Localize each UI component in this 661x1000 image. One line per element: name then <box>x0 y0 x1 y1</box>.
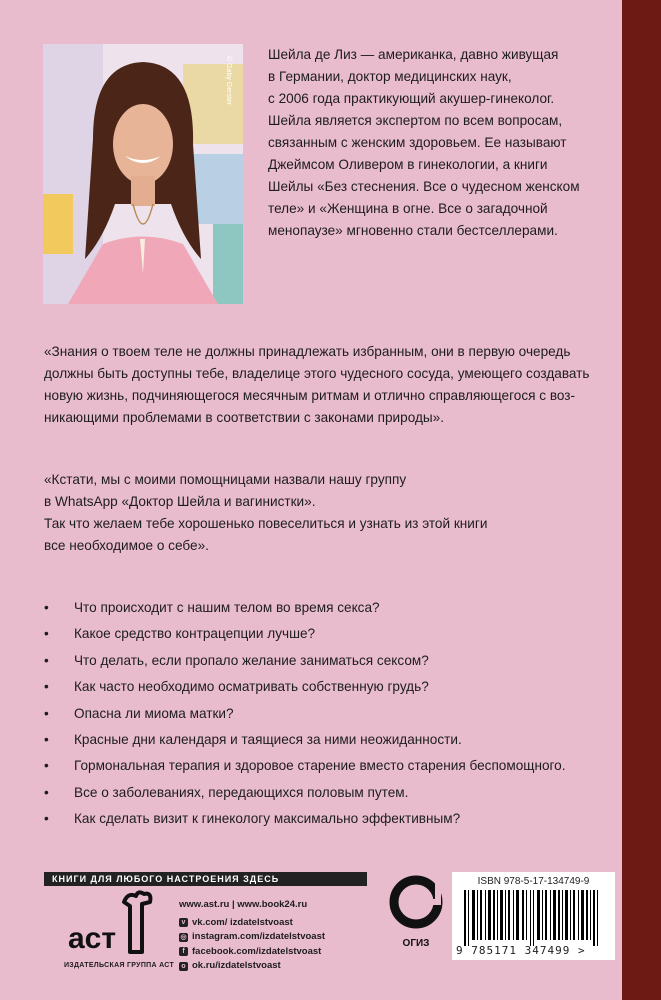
bio-line: в Германии, доктор медицинских наук, <box>268 69 512 84</box>
tagline-bar: КНИГИ ДЛЯ ЛЮБОГО НАСТРОЕНИЯ ЗДЕСЬ <box>44 872 367 886</box>
quote-line: все необходимое о себе». <box>44 538 209 553</box>
bio-line: Шейла является экспертом по всем вопросам, <box>268 113 563 128</box>
website-links[interactable]: www.ast.ru | www.book24.ru <box>179 899 308 910</box>
odnoklassniki-icon: o <box>179 962 188 971</box>
bio-line: Джеймсом Оливером в гинекологии, а книги <box>268 157 548 172</box>
social-link-ok[interactable] <box>179 959 325 974</box>
bio-line: теле» и «Женщина в огне. Все о загадочной <box>268 201 548 216</box>
list-item: • Гормональная терапия и здоровое старение вместо старения беспомощного. <box>44 755 614 781</box>
bio-line: Шейлы «Без стеснения. Все о чудесном женском <box>268 179 580 194</box>
list-item: • Как часто необходимо осматривать собственную грудь? <box>44 676 614 702</box>
ogiz-logo-icon <box>388 874 444 954</box>
publisher-name: ИЗДАТЕЛЬСКАЯ ГРУППА АСТ <box>63 962 175 969</box>
social-link-text: ok.ru/izdatelstvoast <box>192 960 281 971</box>
bio-line: связанным с женским здоровьем. Ее называют <box>268 135 567 150</box>
bio-line: менопаузе» мгновенно стали бестселлерами. <box>268 223 558 238</box>
author-bio <box>268 44 613 242</box>
list-item: • Все о заболеваниях, передающихся половым путем. <box>44 782 614 808</box>
social-link-text: instagram.com/izdatelstvoast <box>192 931 326 942</box>
quote-line: «Кстати, мы с моими помощницами назвали нашу группу <box>44 472 407 487</box>
bio-line: с 2006 года практикующий акушер-гинеколог. <box>268 91 555 106</box>
social-link-facebook[interactable] <box>179 945 325 960</box>
facebook-icon: f <box>179 947 188 956</box>
list-item: • Как сделать визит к гинекологу максимально эффективным? <box>44 808 614 834</box>
ast-logo-text: аст <box>68 922 117 955</box>
instagram-icon: ◎ <box>180 933 187 941</box>
vk-icon: v <box>179 918 188 927</box>
quote-whatsapp <box>44 469 614 557</box>
ogiz-logo-text: ОГИЗ <box>402 938 430 949</box>
list-item: • Красные дни календаря и таящиеся за ними неожиданности. <box>44 729 614 755</box>
isbn-barcode-block <box>452 872 615 960</box>
isbn-number: ISBN 978-5-17-134749-9 <box>477 876 590 887</box>
topics-list <box>44 597 614 835</box>
ast-logo-icon <box>66 890 176 960</box>
social-link-text: vk.com/ izdatelstvoast <box>192 916 293 928</box>
social-link-text: facebook.com/izdatelstvoast <box>192 945 322 957</box>
quote-knowledge <box>44 341 614 429</box>
barcode-digits: 9 785171 347499 > <box>456 944 586 957</box>
list-item: • Какое средство контрацепции лучше? <box>44 623 614 649</box>
barcode-icon <box>464 890 614 946</box>
bio-line: Шейла де Лиз — американка, давно живущая <box>268 47 559 62</box>
spine-strip <box>622 0 661 1000</box>
quote-line: в WhatsApp «Доктор Шейла и вагинистки». <box>44 494 316 509</box>
photo-credit: © Gaby Gerster <box>225 56 232 106</box>
list-item: • Опасна ли миома матки? <box>44 703 614 729</box>
quote-line: должны быть доступны тебе, владелице этого чудесного сосуда, умеющего создавать <box>44 366 590 381</box>
quote-line: «Знания о твоем теле не должны принадлежать избранным, они в первую очередь <box>44 344 571 359</box>
author-photo <box>43 44 243 304</box>
quote-line: никающими проблемами в соответствии с законами природы». <box>44 410 445 425</box>
list-item: • Что происходит с нашим телом во время секса? <box>44 597 614 623</box>
quote-line: новую жизнь, подчиняющегося месячным ритмам и отлично справляющегося с воз- <box>44 388 576 403</box>
social-link-vk[interactable] <box>179 916 325 931</box>
list-item: • Что делать, если пропало желание заниматься сексом? <box>44 650 614 676</box>
contact-links <box>179 898 325 974</box>
social-link-instagram[interactable] <box>179 930 325 945</box>
quote-line: Так что желаем тебе хорошенько повеселиться и узнать из этой книги <box>44 516 488 531</box>
